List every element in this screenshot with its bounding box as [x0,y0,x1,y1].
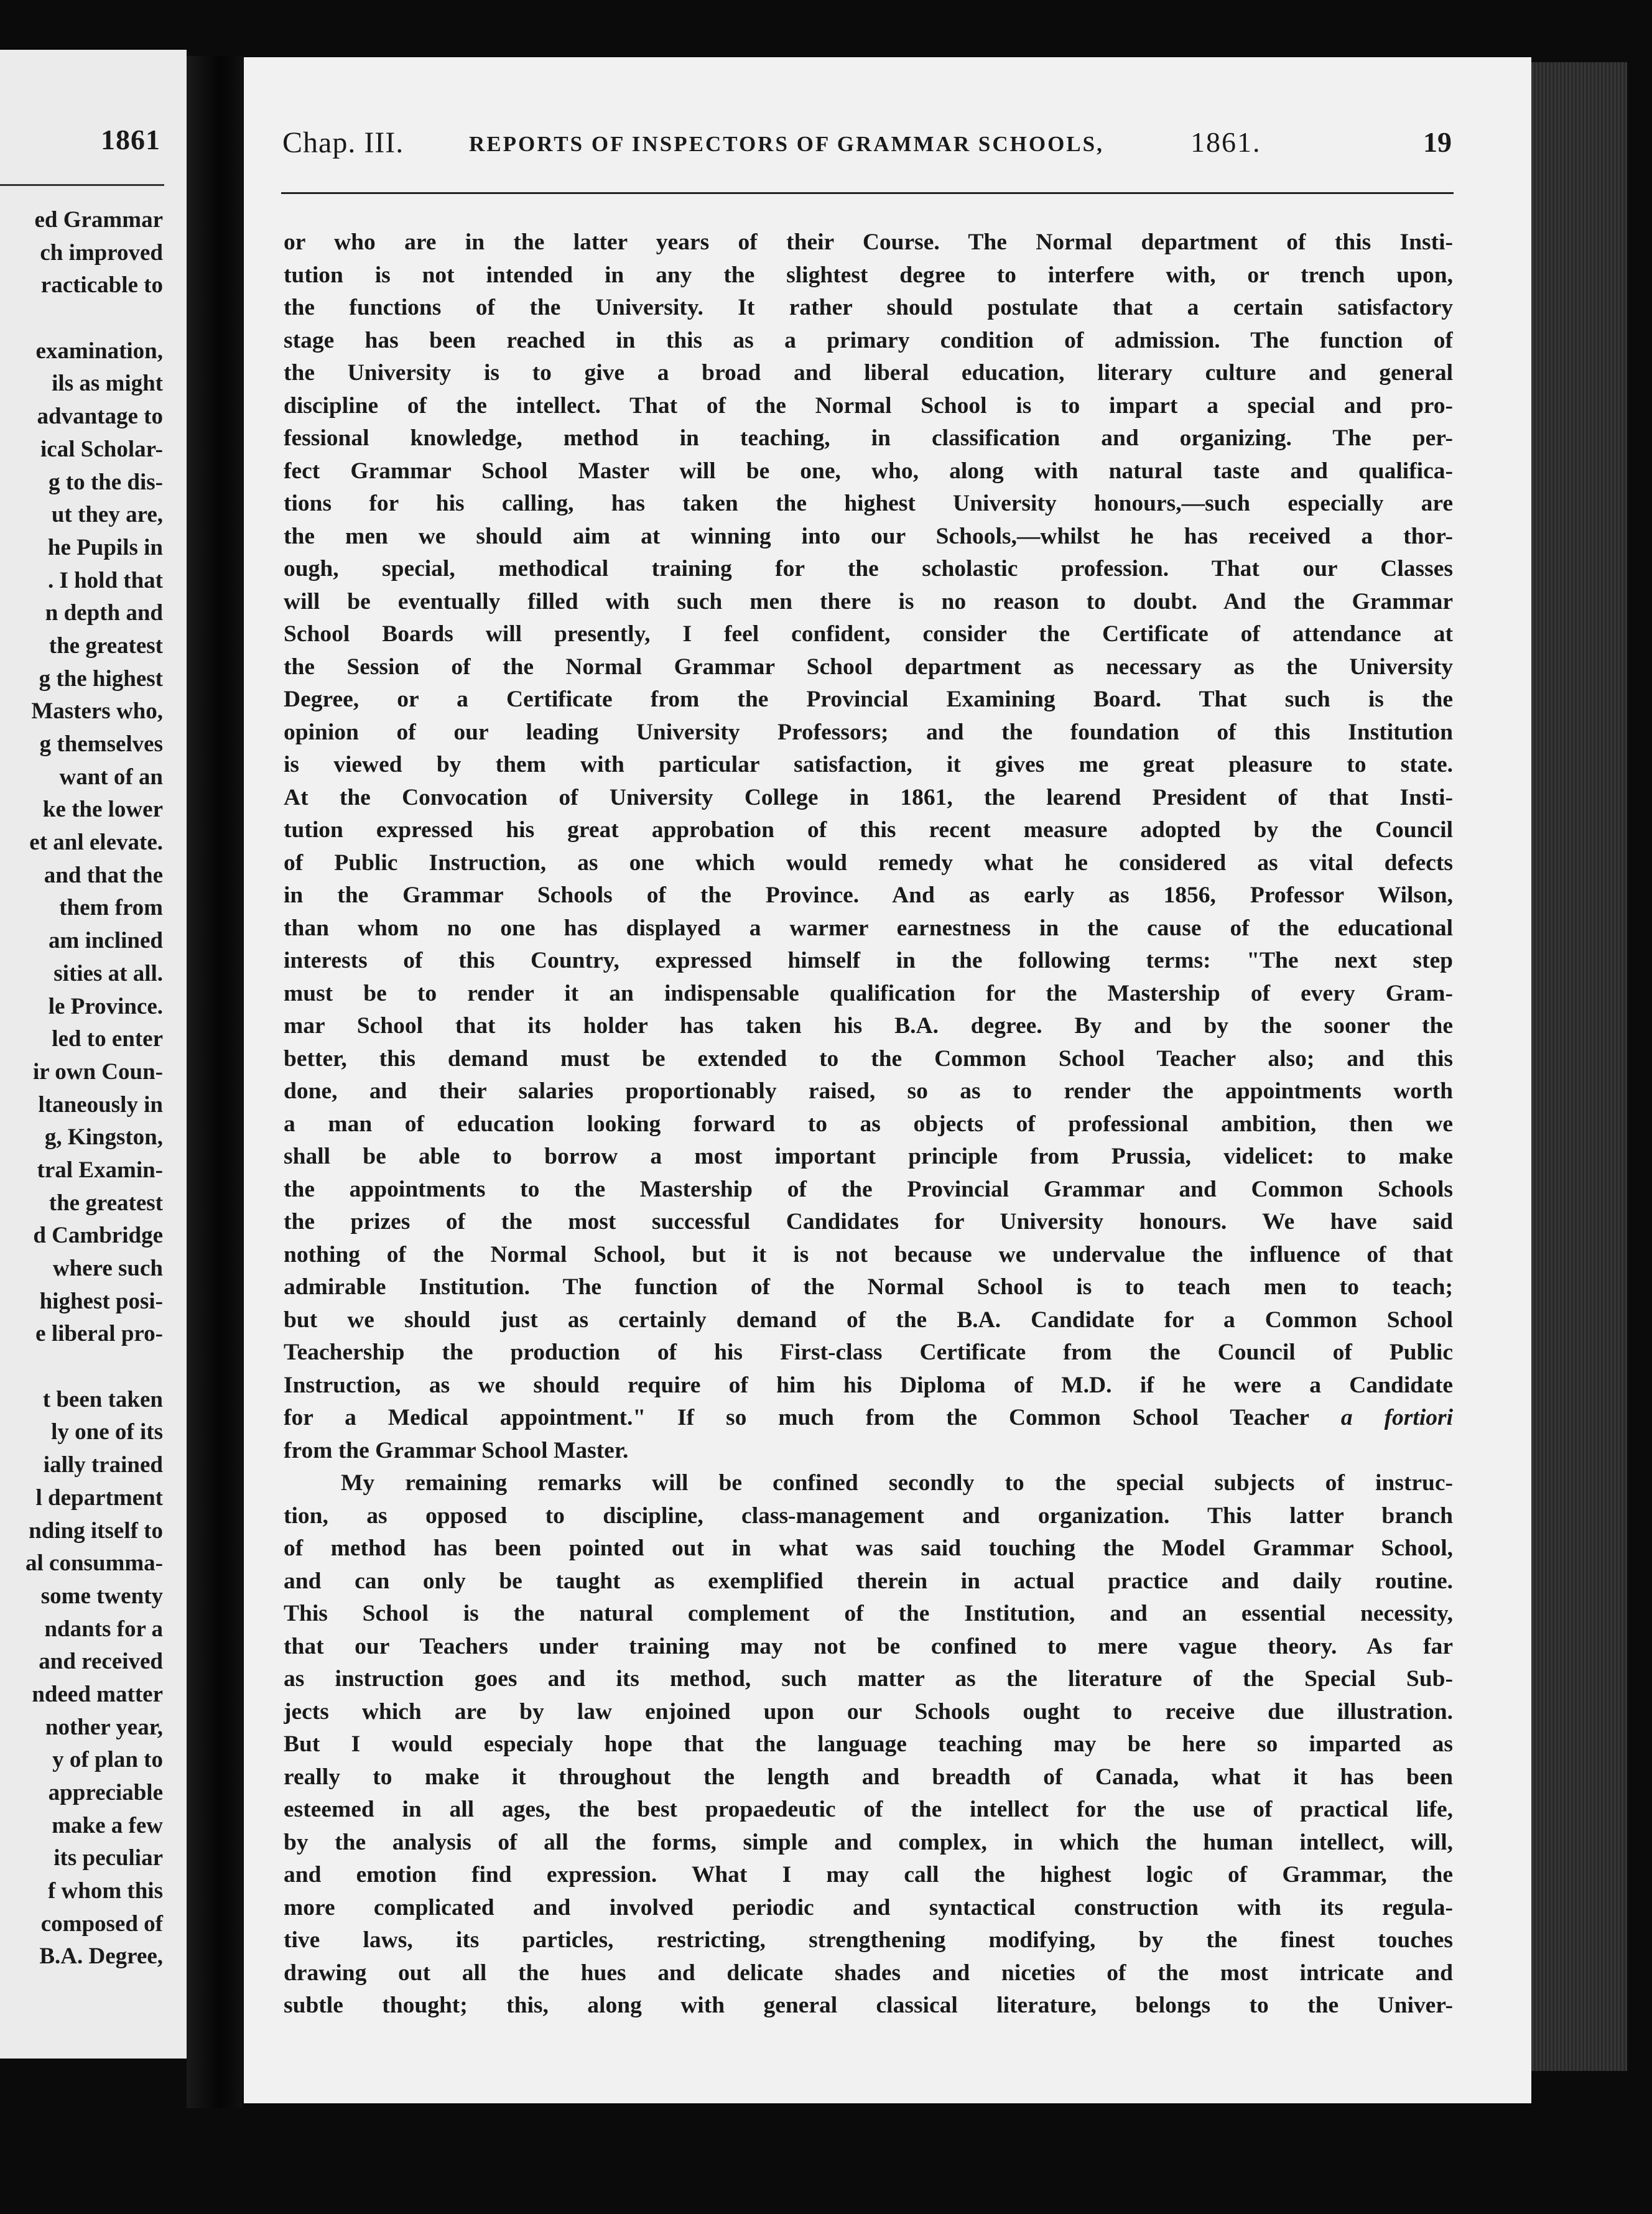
text-line: Teachership the production of his First-class Certificate from the Council of Public [284,1340,1453,1365]
text-line: the functions of the University. It rather should postulate that a certain satisfactory [284,295,1453,320]
text-line: from the Grammar School Master. [284,1437,629,1463]
text-line: the University is to give a broad and liberal education, literary culture and general [284,360,1453,386]
facing-page-line: he Pupils in [47,534,163,560]
facing-page-line: the greatest [49,1190,163,1216]
facing-page-line: e liberal pro- [35,1321,163,1347]
header-rule [281,192,1454,194]
facing-page-line: ical Scholar- [40,436,163,462]
book-gutter [187,56,243,2108]
text-line: than whom no one has displayed a warmer earnestness in the cause of the educational [284,915,1453,941]
text-line-part: for a Medical appointment." If so much from the Common School Teacher [284,1405,1310,1430]
facing-page-line: Masters who, [31,698,163,725]
facing-page-line: led to enter [52,1026,163,1052]
facing-page-line: advantage to [37,404,163,430]
facing-page-line: appreciable [48,1780,163,1805]
text-line: fessional knowledge, method in teaching, in classification and organizing. The per- [284,425,1453,451]
facing-page-line: am inclined [49,928,163,954]
text-line: interests of this Country, expressed himself in the following terms: "The next step [284,948,1453,973]
text-line: the men we should aim at winning into our Schools,—whilst he has received a thor- [284,523,1453,549]
text-line: of method has been pointed out in what was said touching the Model Grammar School, [284,1535,1453,1561]
facing-page-line: B.A. Degree, [39,1943,163,1970]
facing-page-line: n depth and [45,600,163,626]
facing-page-line: ke the lower [42,797,163,823]
text-line: jects which are by law enjoined upon our Schools ought to receive due illustration. [284,1698,1453,1725]
facing-page-line: composed of [40,1911,163,1937]
page-edges [1531,62,1627,2071]
text-line: and emotion find expression. What I may call the highest logic of Grammar, the [284,1862,1453,1887]
text-line: admirable Institution. The function of the Normal School is to teach men to teach; [284,1274,1453,1300]
text-line: will be eventually filled with such men there is no reason to doubt. And the Grammar [284,588,1453,614]
text-line: the appointments to the Mastership of the Provincial Grammar and Common Schools [284,1176,1453,1202]
text-line: by the analysis of all the forms, simple and complex, in which the human intellect, will, [284,1829,1453,1855]
text-line: At the Convocation of University College in 1861, the learend President of that Insti- [284,784,1453,810]
facing-page-line: l department [35,1484,163,1511]
text-line: opinion of our leading University Professors; and the foundation of this Institution [284,719,1453,745]
text-line: fect Grammar School Master will be one, who, along with natural taste and qualifica- [284,458,1453,484]
text-line: mar School that its holder has taken his B.A. degree. By and by the sooner the [284,1013,1453,1039]
text-line: is viewed by them with particular satisfaction, it gives me great pleasure to state. [284,752,1453,777]
facing-page-line: y of plan to [52,1747,163,1773]
facing-page-line: ially trained [43,1452,163,1478]
italic-phrase: a fortiori [1309,1405,1453,1430]
facing-page [0,50,187,2059]
facing-page-line: al consumma- [26,1550,163,1577]
facing-page-line: g the highest [39,665,163,692]
text-line: the Session of the Normal Grammar School department as necessary as the University [284,654,1453,680]
text-line: the prizes of the most successful Candidates for University honours. We have said [284,1209,1453,1234]
text-line: done, and their salaries proportionably raised, so as to render the appointments worth [284,1078,1453,1104]
text-line: as instruction goes and its method, such matter as the literature of the Special Sub- [284,1666,1453,1692]
facing-page-line: ndeed matter [32,1681,163,1707]
facing-page-line [0,302,163,335]
facing-page-line: tral Examin- [37,1157,163,1183]
text-line: that our Teachers under training may not be confined to mere vague theory. As far [284,1633,1453,1659]
facing-page-line: make a few [52,1812,163,1838]
facing-page-line: et anl elevate. [29,830,163,856]
text-line: must be to render it an indispensable qualification for the Mastership of every Gram- [284,980,1453,1006]
text-line: a man of education looking forward to as objects of professional ambition, then we [284,1111,1453,1137]
facing-page-line: ils as might [52,371,163,397]
running-title: REPORTS OF INSPECTORS OF GRAMMAR SCHOOLS, [469,132,1104,156]
facing-page-rule [0,184,164,186]
facing-page-line: and received [39,1649,163,1675]
text-line: stage has been reached in this as a primary condition of admission. The function of [284,327,1453,353]
text-line: of Public Instruction, as one which would remedy what he considered as vital defects [284,850,1453,876]
facing-page-text [0,204,163,1973]
facing-page-line: examination, [35,338,163,364]
text-line: subtle thought; this, along with general classical literature, belongs to the Univer- [284,1993,1453,2018]
facing-page-line: nding itself to [29,1517,163,1544]
facing-page-line: g themselves [39,731,163,757]
facing-page-line: and that the [44,862,163,888]
facing-page-line: highest posi- [39,1288,163,1314]
body-text [284,226,1453,2022]
main-page [244,57,1531,2103]
text-line: drawing out all the hues and delicate shades and niceties of the most intricate and [284,1960,1453,1986]
facing-page-line: f whom this [47,1878,163,1904]
text-line: really to make it throughout the length and breadth of Canada, what it has been [284,1764,1453,1790]
facing-page-line: racticable to [40,272,163,299]
facing-page-line: nother year, [45,1714,163,1740]
text-line: better, this demand must be extended to the Common School Teacher also; and this [284,1045,1453,1072]
text-line: tions for his calling, has taken the highest University honours,—such especially are [284,491,1453,516]
text-line [284,1402,1453,1435]
facing-page-line: ir own Coun- [32,1058,163,1085]
text-line: tive laws, its particles, restricting, strengthening modifying, by the finest touches [284,1927,1453,1953]
facing-page-line: some twenty [40,1583,163,1609]
text-line: Instruction, as we should require of him his Diploma of M.D. if he were a Candidate [284,1372,1453,1398]
text-line: and can only be taught as exemplified therein in actual practice and daily routine. [284,1568,1453,1594]
text-line: Degree, or a Certificate from the Provincial Examining Board. That such is the [284,687,1453,712]
text-line: ough, special, methodical training for the scholastic profession. That our Classes [284,556,1453,581]
facing-page-line: le Province. [48,993,163,1019]
text-line: in the Grammar Schools of the Province. And as early as 1856, Professor Wilson, [284,882,1453,908]
facing-page-line: want of an [59,764,163,790]
facing-page-line: them from [59,895,163,921]
text-line: This School is the natural complement of the Institution, and an essential necessity, [284,1601,1453,1626]
text-line: tion, as opposed to discipline, class-management and organization. This latter branch [284,1503,1453,1529]
text-line: tution is not intended in any the slightest degree to interfere with, or trench upon, [284,262,1453,288]
text-line: esteemed in all ages, the best propaedeutic of the intellect for the use of practical life, [284,1797,1453,1822]
facing-page-line: its peculiar [53,1845,163,1871]
facing-page-line: t been taken [42,1386,163,1412]
facing-page-line: . I hold that [47,567,163,593]
text-line: or who are in the latter years of their Course. The Normal department of this Insti- [284,229,1453,255]
facing-page-line: sities at all. [53,960,163,986]
chapter-label: Chap. III. [282,126,404,159]
facing-page-line: d Cambridge [33,1223,163,1249]
text-line: School Boards will presently, I feel confident, consider the Certificate of attendance at [284,621,1453,647]
text-line: My remaining remarks will be confined secondly to the special subjects of instruc- [341,1470,1453,1496]
facing-page-line: ch improved [40,239,163,266]
facing-page-line [0,1351,163,1384]
text-line: But I would especialy hope that the language teaching may be here so imparted as [284,1731,1453,1757]
text-line: but we should just as certainly demand of the B.A. Candidate for a Common School [284,1307,1453,1333]
running-year: 1861. [1190,126,1261,158]
facing-page-line: ed Grammar [34,207,163,233]
facing-page-line: ut they are, [51,502,163,528]
facing-page-line: g to the dis- [49,469,163,495]
facing-page-year: 1861 [101,124,160,155]
facing-page-line: the greatest [49,632,163,659]
text-line: nothing of the Normal School, but it is not because we undervalue the influence of that [284,1241,1453,1267]
text-line: more complicated and involved periodic and syntactical construction with its regula- [284,1894,1453,1920]
text-line: discipline of the intellect. That of the Normal School is to impart a special and pro- [284,392,1453,419]
facing-page-line: where such [52,1256,163,1281]
facing-page-line: ndants for a [44,1616,163,1642]
running-head [282,126,1452,169]
text-line: tution expressed his great approbation of this recent measure adopted by the Council [284,817,1453,843]
facing-page-line: g, Kingston, [44,1124,163,1151]
facing-page-line: ltaneously in [38,1091,163,1118]
facing-page-line: ly one of its [51,1419,163,1445]
text-line: shall be able to borrow a most important principle from Prussia, videlicet: to make [284,1144,1453,1169]
page-number: 19 [1423,126,1452,158]
